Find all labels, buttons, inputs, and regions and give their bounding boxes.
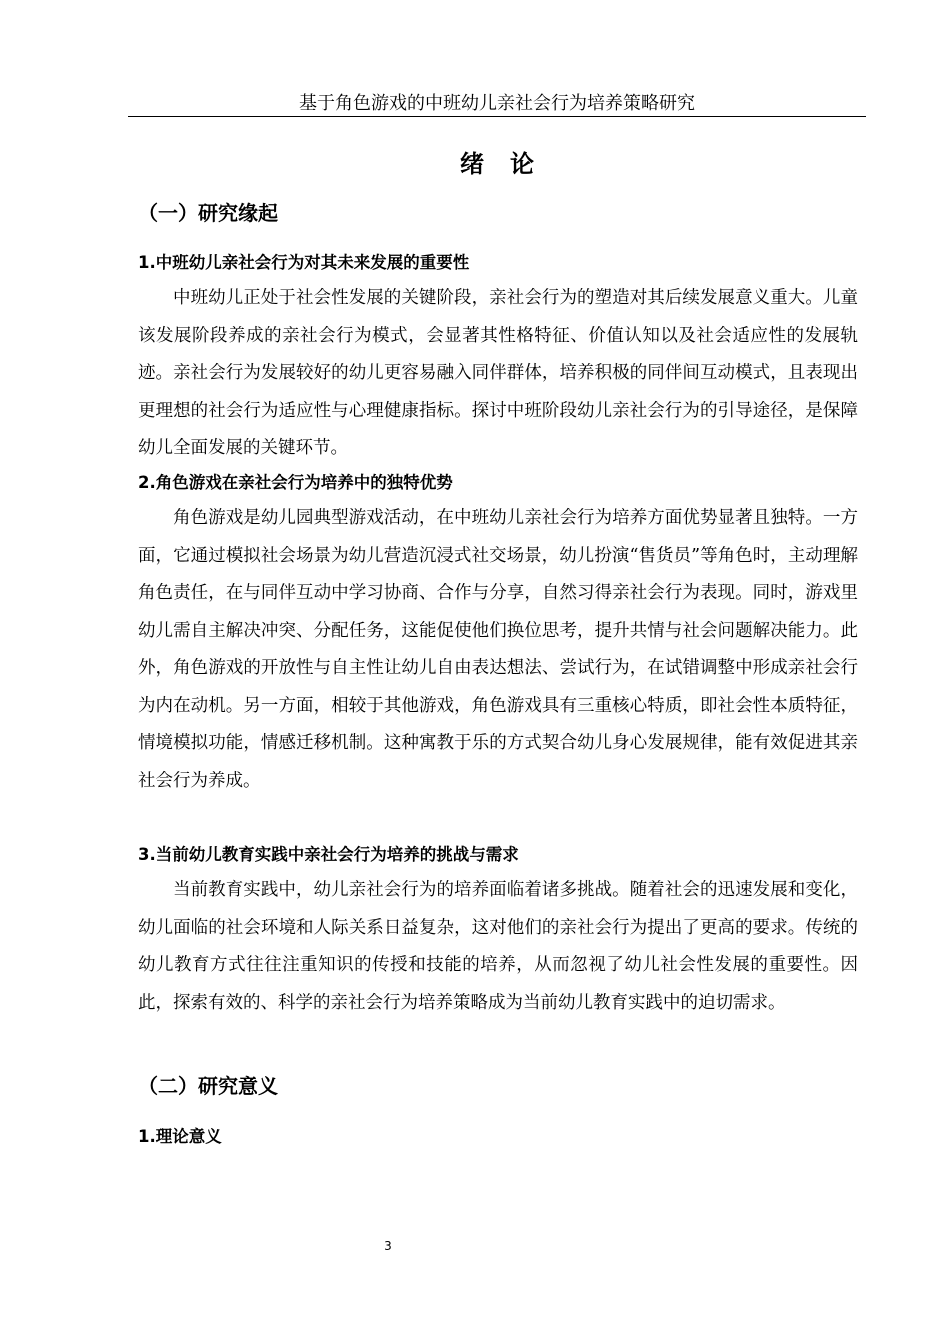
running-header: 基于角色游戏的中班幼儿亲社会行为培养策略研究 <box>299 93 695 114</box>
paragraph-role-play-advantages: 角色游戏是幼儿园典型游戏活动，在中班幼儿亲社会行为培养方面优势显著且独特。一方面，它通过模拟社会场景为幼儿营造沉浸式社交场景，幼儿扮演“售货员”等角色时，主动理解角色责任，在与同伴互动中学习协商、合作与分享，自然习得亲社会行为表现。同时，游戏里幼儿需自主解决冲突、分配任务，这能促使他们换位思考，提升共情与社会问题解决能力。此外，角色游戏的开放性与自主性让幼儿自由表达想法、尝试行为，在试错调整中形成亲社会行为内在动机。另一方面，相较于其他游戏，角色游戏具有三重核心特质，即社会性本质特征，情境模拟功能，情感迁移机制。这种寓教于乐的方式契合幼儿身心发展规律，能有效促进其亲社会行为养成。 <box>138 508 858 791</box>
header-rule <box>128 116 866 117</box>
section-heading-research-origin: （一）研究缘起 <box>138 201 278 225</box>
subsection-heading-theoretical-significance: 1.理论意义 <box>138 1127 222 1146</box>
paragraph-challenges: 当前教育实践中，幼儿亲社会行为的培养面临着诸多挑战。随着社会的迅速发展和变化，幼儿面临的社会环境和人际关系日益复杂，这对他们的亲社会行为提出了更高的要求。传统的幼儿教育方式往往注重知识的传授和技能的培养，从而忽视了幼儿社会性发展的重要性。因此，探索有效的、科学的亲社会行为培养策略成为当前幼儿教育实践中的迫切需求。 <box>138 880 858 1013</box>
page-number: 3 <box>384 1239 392 1253</box>
section-heading-research-significance: （二）研究意义 <box>138 1074 278 1098</box>
paragraph-importance: 中班幼儿正处于社会性发展的关键阶段，亲社会行为的塑造对其后续发展意义重大。儿童该发展阶段养成的亲社会行为模式，会显著其性格特征、价值认知以及社会适应性的发展轨迹。亲社会行为发展较好的幼儿更容易融入同伴群体，培养积极的同伴间互动模式，且表现出更理想的社会行为适应性与心理健康指标。探讨中班阶段幼儿亲社会行为的引导途径，是保障幼儿全面发展的关键环节。 <box>138 288 858 458</box>
chapter-title: 绪论 <box>460 150 560 178</box>
subsection-heading-role-play-advantages: 2.角色游戏在亲社会行为培养中的独特优势 <box>138 473 453 492</box>
subsection-heading-importance: 1.中班幼儿亲社会行为对其未来发展的重要性 <box>138 253 470 272</box>
subsection-heading-challenges: 3.当前幼儿教育实践中亲社会行为培养的挑战与需求 <box>138 845 519 864</box>
